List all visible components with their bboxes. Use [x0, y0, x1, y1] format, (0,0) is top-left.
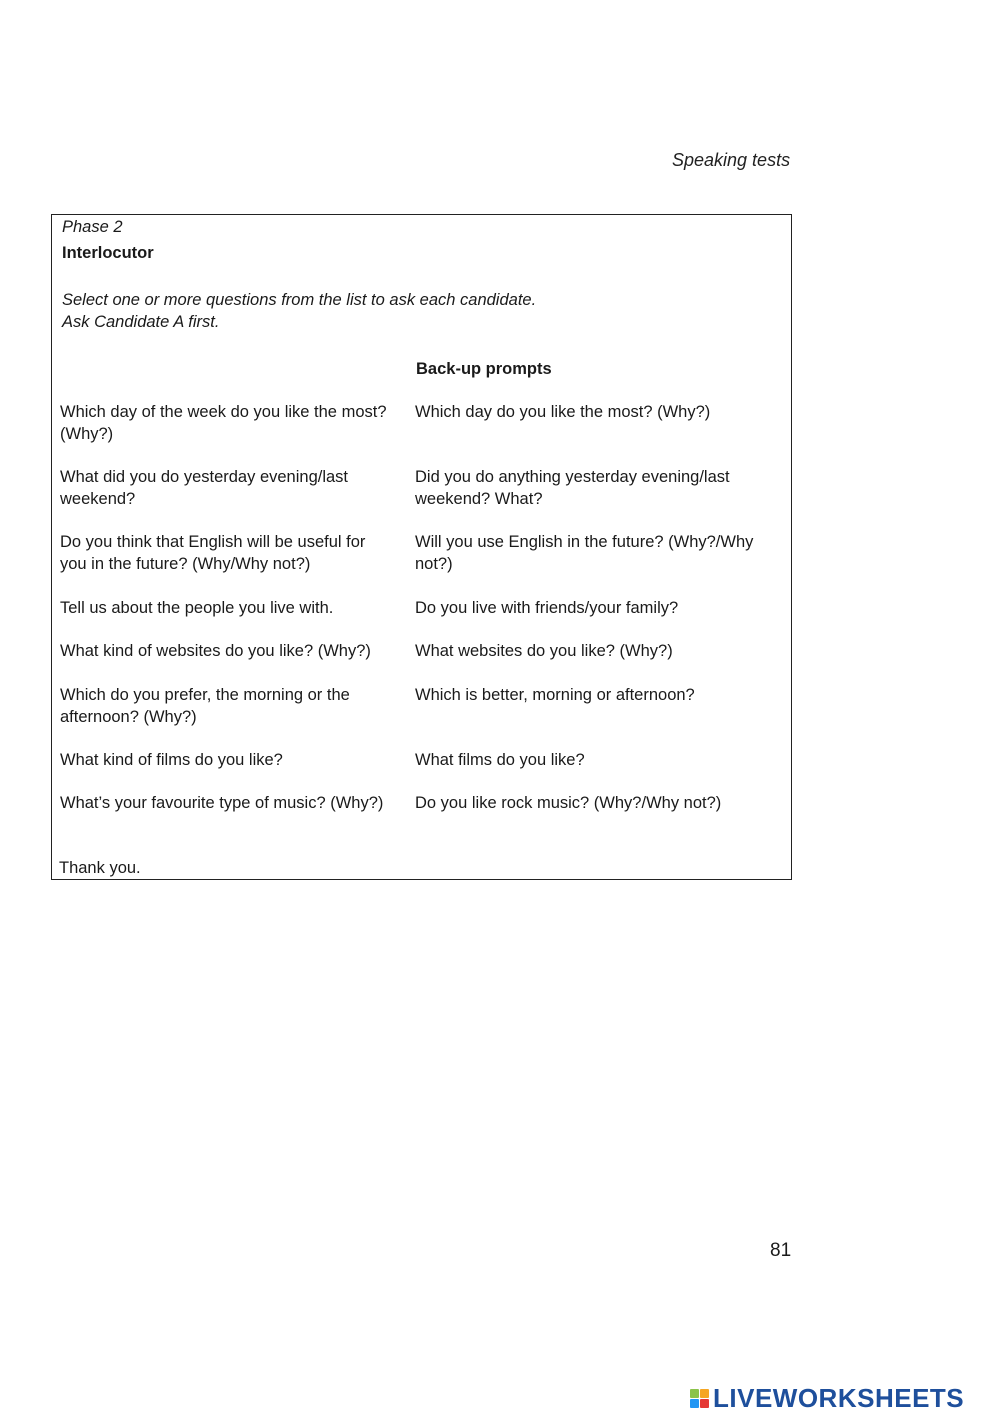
- phase-question-box: [51, 214, 792, 880]
- instruction-line: Ask Candidate A first.: [62, 313, 220, 331]
- logo-tile: [690, 1399, 699, 1408]
- backup-prompt-text: Which day do you like the most? (Why?): [415, 403, 711, 421]
- running-header-title: Speaking tests: [672, 150, 791, 170]
- backup-prompt-text: Will you use English in the future? (Why?/Why not?): [415, 533, 754, 573]
- question-text: What’s your favourite type of music? (Why?): [60, 794, 384, 812]
- backup-prompt-text: Do you live with friends/your family?: [415, 599, 679, 617]
- phase-label: Phase 2: [62, 218, 123, 236]
- question-text: Which do you prefer, the morning or the afternoon? (Why?): [60, 686, 350, 726]
- brand-name: LIVEWORKSHEETS: [713, 1382, 965, 1413]
- logo-tile: [700, 1399, 709, 1408]
- instructions: [62, 289, 536, 333]
- liveworksheets-logo-icon: [690, 1389, 709, 1408]
- logo-tile: [690, 1389, 699, 1398]
- backup-prompt-text: Do you like rock music? (Why?/Why not?): [415, 794, 722, 812]
- backup-prompt-text: What films do you like?: [415, 751, 585, 769]
- logo-tile: [700, 1389, 709, 1398]
- question-text: Tell us about the people you live with.: [60, 599, 334, 617]
- instruction-line: Select one or more questions from the list to ask each candidate.: [62, 291, 537, 309]
- page-number: 81: [770, 1240, 792, 1261]
- backup-prompts-heading: Back-up prompts: [416, 360, 552, 378]
- closing-text: Thank you.: [59, 859, 141, 877]
- question-text: Do you think that English will be useful for you in the future? (Why/Why not?): [60, 533, 366, 573]
- question-text: What kind of films do you like?: [60, 751, 283, 769]
- question-text: What did you do yesterday evening/last weekend?: [60, 468, 349, 508]
- role-heading: Interlocutor: [62, 244, 154, 262]
- question-text: Which day of the week do you like the most? (Why?): [60, 403, 387, 443]
- backup-prompt-text: What websites do you like? (Why?): [415, 642, 673, 660]
- backup-prompt-text: Which is better, morning or afternoon?: [415, 686, 695, 704]
- backup-prompt-text: Did you do anything yesterday evening/last weekend? What?: [415, 468, 730, 508]
- liveworksheets-brand: [690, 1383, 964, 1413]
- question-text: What kind of websites do you like? (Why?): [60, 642, 371, 660]
